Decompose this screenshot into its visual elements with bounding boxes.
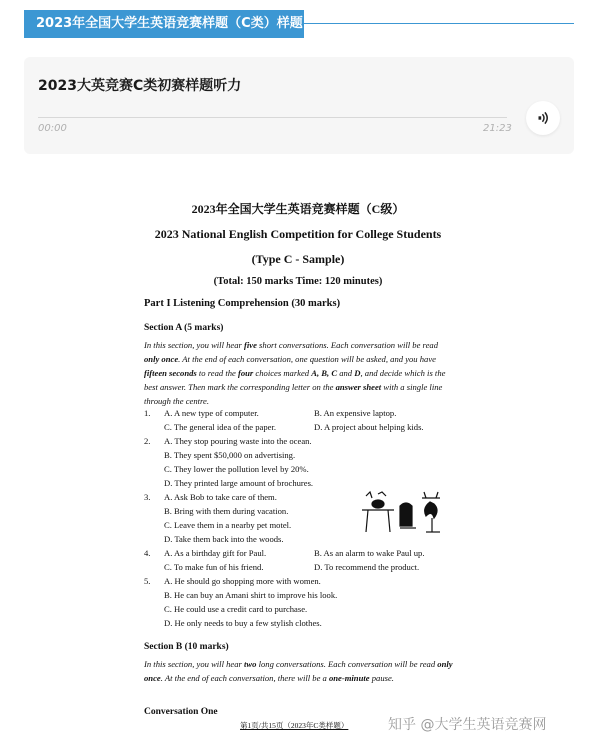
section-b-instructions: In this section, you will hear two long conversations. Each conversation will be read only once. At the end of each conversation, there will be a one-minute pause.	[144, 659, 453, 683]
option-a: A. Ask Bob to take care of them.	[164, 492, 277, 502]
option-b: B. They spent $50,000 on advertising.	[164, 450, 296, 460]
section-header: 2023年全国大学生英语竞赛样题（C类）样题	[24, 10, 304, 38]
option-c: C. The general idea of the paper.	[164, 422, 276, 432]
paper-type: (Type C - Sample)	[251, 252, 345, 266]
option-c: C. They lower the pollution level by 20%.	[164, 464, 309, 474]
option-c: C. Leave them in a nearby pet motel.	[164, 520, 292, 530]
audio-title: 2023大英竞赛C类初赛样题听力	[38, 78, 242, 94]
option-b: B. Bring with them during vacation.	[164, 506, 289, 516]
option-a: A. They stop pouring waste into the ocean.	[164, 436, 312, 446]
option-d: D. He only needs to buy a few stylish clothes.	[164, 618, 322, 628]
section-header-divider	[304, 23, 574, 24]
audio-player	[24, 57, 574, 154]
question-number: 2.	[144, 436, 151, 446]
section-b-heading: Section B (10 marks)	[144, 642, 229, 652]
question-number: 4.	[144, 548, 151, 558]
section-a-heading: Section A (5 marks)	[144, 323, 224, 333]
option-b: B. An expensive laptop.	[314, 408, 397, 418]
audio-play-button[interactable]	[526, 101, 560, 135]
option-d: D. To recommend the product.	[314, 562, 420, 572]
option-c: C. He could use a credit card to purchase.	[164, 604, 308, 614]
question-number: 1.	[144, 408, 151, 418]
option-a: A. He should go shopping more with women.	[164, 576, 321, 586]
conversation-one-heading: Conversation One	[144, 707, 218, 717]
audio-progress-bar[interactable]	[38, 117, 507, 118]
section-a-instructions: In this section, you will hear five short conversations. Each conversation will be read only once. At the end of each conversation, one question will be asked, and you have fifteen seconds to read the four choices marked A, B, C and D, and decide which is the best answer. Then mark the corresponding letter on the answer sheet with a single line through the centre.	[144, 340, 446, 406]
option-a: A. A new type of computer.	[164, 408, 259, 418]
paper-total: (Total: 150 marks Time: 120 minutes)	[213, 276, 383, 287]
option-d: D. Take them back into the woods.	[164, 534, 284, 544]
option-c: C. To make fun of his friend.	[164, 562, 264, 572]
option-d: D. They printed large amount of brochures.	[164, 478, 314, 488]
speaker-icon	[526, 101, 560, 135]
paper-title-cn: 2023年全国大学生英语竞赛样题（C级）	[191, 202, 405, 216]
watermark: 知乎 @大学生英语竞赛网	[388, 717, 547, 733]
audio-current-time: 00:00	[38, 123, 67, 134]
part-heading: Part I Listening Comprehension (30 marks)	[144, 298, 341, 309]
option-d: D. A project about helping kids.	[314, 422, 424, 432]
exam-paper-image	[128, 180, 468, 740]
option-b: B. As an alarm to wake Paul up.	[314, 548, 425, 558]
audio-total-time: 21:23	[483, 123, 512, 134]
option-a: A. As a birthday gift for Paul.	[164, 548, 267, 558]
question-illustration	[360, 490, 446, 536]
paper-title-en: 2023 National English Competition for College Students	[154, 227, 442, 241]
question-number: 5.	[144, 576, 151, 586]
page-footer: 第1页/共15页（2023年C类样题）	[240, 721, 349, 730]
question-number: 3.	[144, 492, 151, 502]
option-b: B. He can buy an Amani shirt to improve his look.	[164, 590, 338, 600]
